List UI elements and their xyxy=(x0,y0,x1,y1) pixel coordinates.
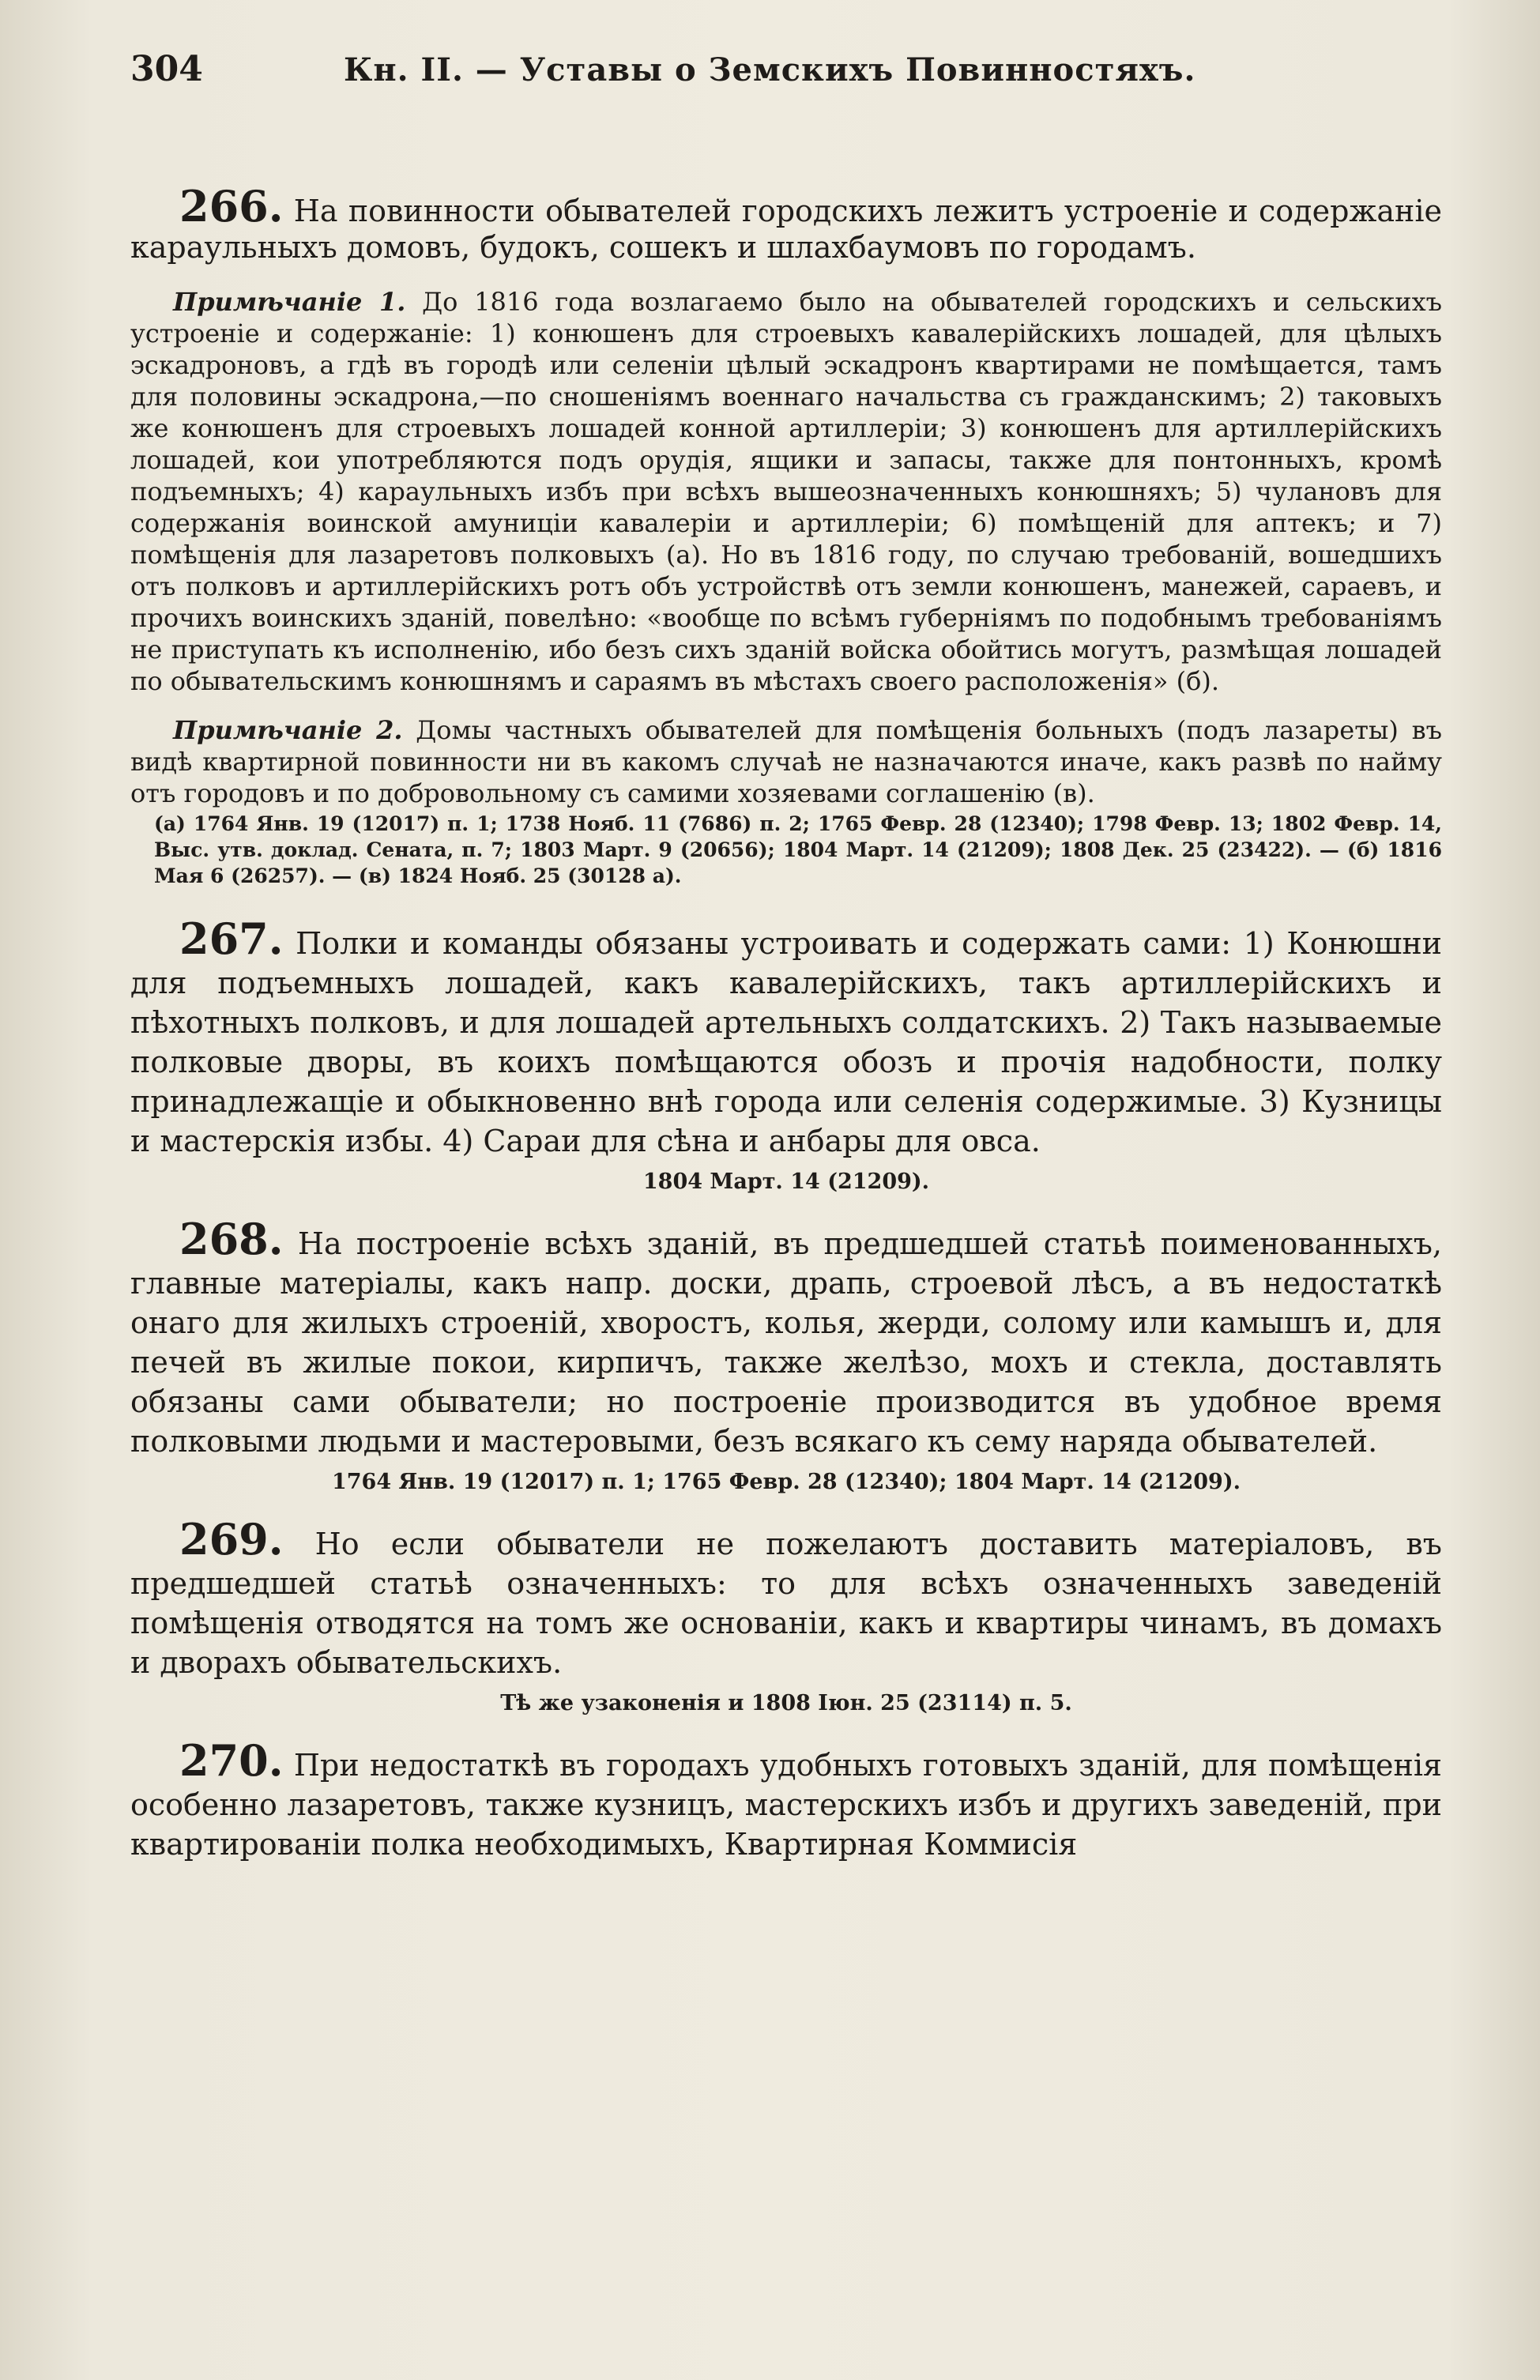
article-number: 266. xyxy=(179,181,284,232)
article-270 xyxy=(130,1735,1442,1864)
article-text: Но если обыватели не пожелаютъ доставить матеріаловъ, въ предшедшей статьѣ означенныхъ: то для всѣхъ означенныхъ заведеній помѣщенія отводятся на томъ же основаніи, какъ и квартиры чинамъ, въ домахъ и дворахъ обывательскихъ. xyxy=(130,1527,1442,1680)
article-266 xyxy=(130,181,1443,889)
note-label: Примѣчаніе 2. xyxy=(173,715,403,745)
article-number: 269. xyxy=(179,1514,284,1565)
article-source: 1804 Март. 14 (21209). xyxy=(642,1169,930,1194)
article-number: 267. xyxy=(179,913,284,964)
article-268-body xyxy=(130,1214,1442,1461)
article-267-body xyxy=(130,913,1442,1161)
article-270-body xyxy=(130,1735,1442,1864)
article-text: Полки и команды обязаны устроивать и содержать сами: 1) Конюшни для подъемныхъ лошадей, какъ кавалерійскихъ, такъ артиллерійскихъ и пѣхотныхъ полковъ, и для лошадей артельныхъ солдатскихъ. 2) Такъ называемые полковые дворы, въ коихъ помѣщаются обозъ и прочія надобности, полку принадлежащіе и обыкновенно внѣ города или селенія содержимые. 3) Кузницы и мастерскія избы. 4) Сараи для сѣна и анбары для овса. xyxy=(130,926,1442,1158)
article-text: При недостаткѣ въ городахъ удобныхъ готовыхъ зданій, для помѣщенія особенно лазаретовъ, также кузницъ, мастерскихъ избъ и другихъ заведеній, при квартированіи полка необходимыхъ, Квартирная Коммисія xyxy=(130,1748,1442,1862)
article-269-body xyxy=(130,1514,1442,1682)
page-content xyxy=(130,49,1442,1864)
article-268 xyxy=(130,1214,1442,1496)
note-label: Примѣчаніе 1. xyxy=(173,287,406,317)
legal-references: (а) 1764 Янв. 19 (12017) п. 1; 1738 Нояб. 11 (7686) п. 2; 1765 Февр. 28 (12340); 1798 Февр. 13; 1802 Февр. 14, Выс. утв. доклад. Сената, п. 7; 1803 Март. 9 (20656); 1804 Март. 14 (21209); 1808 Дек. 25 (23422). — (б) 1816 Мая 6 (26257). — (в) 1824 Нояб. 25 (30128 а). xyxy=(154,812,1442,887)
page-header xyxy=(130,49,1442,115)
article-266-body xyxy=(130,181,1442,265)
running-head: Кн. II. — Уставы о Земскихъ Повинностяхъ. xyxy=(344,51,1196,88)
article-269 xyxy=(130,1514,1442,1717)
article-267 xyxy=(130,913,1442,1196)
article-source: 1764 Янв. 19 (12017) п. 1; 1765 Февр. 28 (12340); 1804 Март. 14 (21209). xyxy=(331,1470,1241,1494)
article-source: Тѣ же узаконенія и 1808 Іюн. 25 (23114) п. 5. xyxy=(500,1691,1072,1715)
article-text: На повинности обывателей городскихъ лежитъ устроеніе и содержаніе караульныхъ домовъ, будокъ, сошекъ и шлахбаумовъ по городамъ. xyxy=(130,194,1442,265)
note-text: До 1816 года возлагаемо было на обывателей городскихъ и сельскихъ устроеніе и содержаніе: 1) конюшенъ для строевыхъ кавалерійскихъ лошадей, для цѣлыхъ эскадроновъ, а гдѣ въ городѣ или селеніи цѣлый эскадронъ квартирами не помѣщается, тамъ для половины эскадрона,—по сношеніямъ военнаго начальства съ гражданскимъ; 2) таковыхъ же конюшенъ для строевыхъ лошадей конной артиллеріи; 3) конюшенъ для артиллерійскихъ лошадей, кои употребляются подъ орудія, ящики и запасы, также для понтонныхъ, кромѣ подъемныхъ; 4) караульныхъ избъ при всѣхъ вышеозначенныхъ конюшняхъ; 5) чулановъ для содержанія воинской амуниціи кавалеріи и артиллеріи; 6) помѣщеній для аптекъ; и 7) помѣщенія для лазаретовъ полковыхъ (а). Но въ 1816 году, по случаю требованій, вошедшихъ отъ полковъ и артиллерійскихъ ротъ объ устройствѣ отъ земли конюшенъ, манежей, сараевъ, и прочихъ воинскихъ зданій, повелѣно: «вообще по всѣмъ губерніямъ по подобнымъ требованіямъ не приступать къ исполненію, ибо безъ сихъ зданій войска обойтись могутъ, размѣщая лошадей по обывательскимъ конюшнямъ и сараямъ въ мѣстахъ своего расположенія» (б). xyxy=(130,287,1443,696)
article-number: 268. xyxy=(179,1214,284,1264)
article-text: На построеніе всѣхъ зданій, въ предшедшей статьѣ поименованныхъ, главные матеріалы, какъ напр. доски, драпь, строевой лѣсъ, а въ недостаткѣ онаго для жилыхъ строеній, хворостъ, колья, жерди, солому или камышъ и, для печей въ жилые покои, кирпичъ, также желѣзо, мохъ и стекла, доставлять обязаны сами обыватели; но построеніе производится въ удобное время полковыми людьми и мастеровыми, безъ всякаго къ сему наряда обывателей. xyxy=(130,1226,1442,1459)
note-1 xyxy=(130,286,1442,697)
note-2 xyxy=(130,714,1442,809)
note-text: Домы частныхъ обывателей для помѣщенія больныхъ (подъ лазареты) въ видѣ квартирной повинности ни въ какомъ случаѣ не назначаются иначе, какъ развѣ по найму отъ городовъ и по добровольному съ самими хозяевами соглашенію (в). xyxy=(130,715,1443,808)
article-number: 270. xyxy=(179,1735,284,1786)
page-number: 304 xyxy=(130,49,203,89)
